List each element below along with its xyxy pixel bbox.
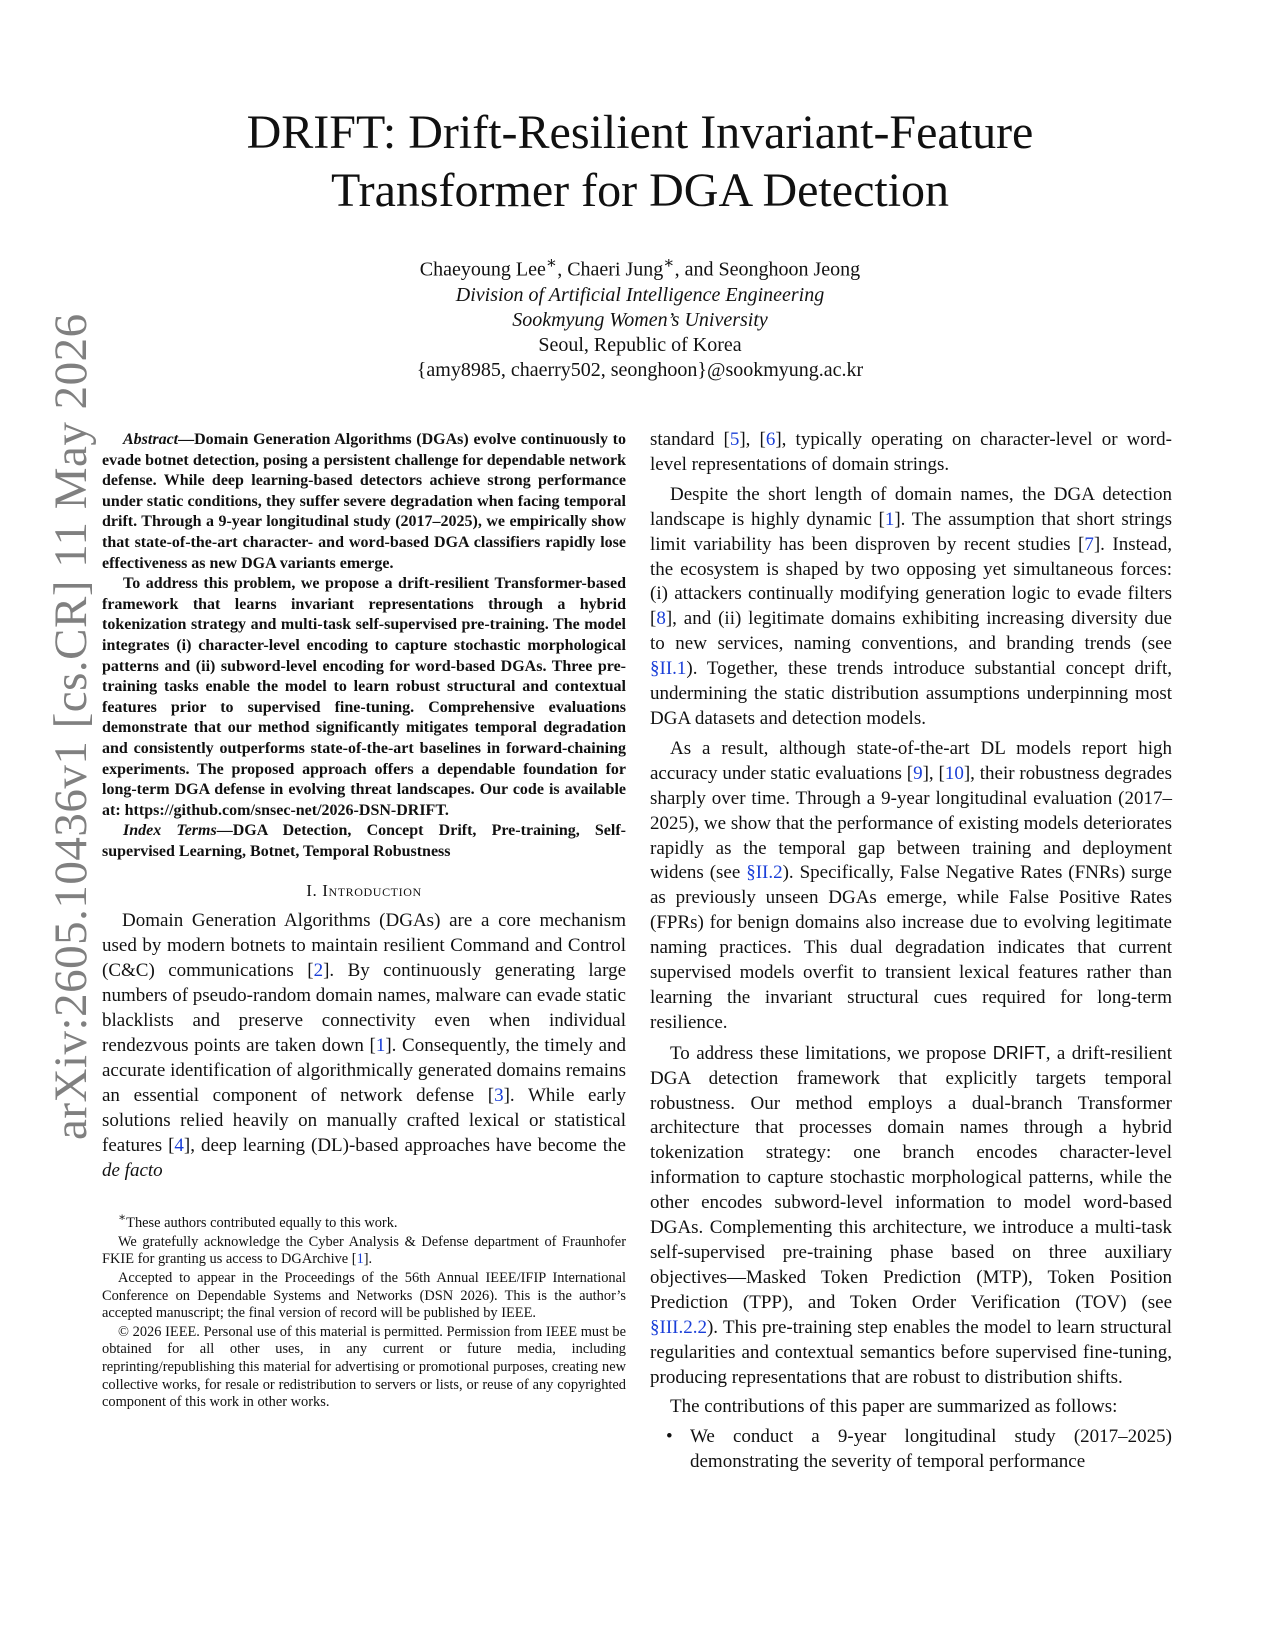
right-column (650, 428, 1172, 1475)
intro-paragraph-5: The contributions of this paper are summarized as follows: (670, 1396, 1118, 1418)
author-block (260, 250, 1020, 383)
section-heading-introduction: I. Introduction (306, 881, 422, 901)
section-link[interactable]: §III.2.2 (650, 1316, 707, 1338)
abstract-paragraph-1 (102, 430, 626, 574)
author-separator: , (557, 258, 568, 281)
footnotes (102, 1209, 626, 1411)
citation-link[interactable]: 7 (1084, 533, 1094, 555)
author-1: Chaeyoung Lee (419, 258, 546, 281)
abstract-paragraph-2: To address this problem, we propose a drift-resilient Transformer-based framework that learns invariant representations through a hybrid tokenization strategy and multi-task self-supervised pre-training. The model integrates (i) character-level encoding to capture stochastic morphological patterns and (ii) subword-level encoding for word-based DGAs. Three pre-training tasks enable the model to learn robust structural and contextual features prior to supervised fine-tuning. Comprehensive evaluations demonstrate that our method significantly mitigates temporal degradation and consistently outperforms state-of-the-art baselines in forward-chaining experiments. The proposed approach offers a dependable foundation for long-term DGA defense in evolving threat landscapes. Our code is available at: https://github.com/snsec-net/2026-DSN-DRIFT. (102, 575, 626, 819)
citation-link[interactable]: 9 (913, 762, 923, 784)
citation-link[interactable]: 1 (356, 1251, 364, 1268)
index-terms-text: —DGA Detection, Concept Drift, Pre-training, Self-supervised Learning, Botnet, Temporal Robustness (102, 822, 627, 860)
footnote-mark: ∗ (118, 1210, 127, 1225)
affiliation-university: Sookmyung Women’s University (512, 308, 768, 331)
index-terms (102, 821, 626, 862)
intro-right-text (650, 428, 1172, 1475)
affiliation-department: Division of Artificial Intelligence Engineering (455, 283, 825, 306)
contribution-item: • We conduct a 9-year longitudinal study (2017–2025) demonstrating the severity of temporal performance (650, 1425, 1172, 1475)
author-separator: , and (674, 258, 719, 281)
section-link[interactable]: §II.2 (746, 862, 783, 884)
author-3: Seonghoon Jeong (718, 258, 861, 281)
intro-paragraph-1-continued: standard [5], [6], typically operating on character-level or word-level representations of domain strings. (650, 429, 1173, 475)
author-names (260, 250, 1020, 283)
footnote-copyright: © 2026 IEEE. Personal use of this material is permitted. Permission from IEEE must be obtained for all other uses, in any current or future media, including reprinting/republishing this material for advertising or promotional purposes, creating new collective works, for resale or redistribution to servers or lists, or reuse of any copyrighted component of this work in other works. (102, 1323, 626, 1411)
title-line-2: Transformer for DGA Detection (330, 164, 950, 217)
index-terms-label: Index Terms (123, 822, 217, 840)
citation-link[interactable]: 10 (944, 762, 964, 784)
footnote-acknowledgement: We gratefully acknowledge the Cyber Analysis & Defense department of Fraunhofer FKIE for granting us access to DGArchive [1]. (102, 1233, 626, 1268)
de-facto-italic: de facto (102, 1159, 163, 1181)
intro-paragraph-4: To address these limitations, we propose DRIFT, a drift-resilient DGA detection framework that explicitly targets temporal robustness. Our method employs a dual-branch Transformer architecture that processes domain names through a hybrid tokenization strategy: one branch encodes character-level information to capture stochastic morphological patterns, while the other encodes subword-level information to model word-based DGAs. Complementing this architecture, we introduce a multi-task self-supervised pre-training phase based on three auxiliary objectives—Masked Token Prediction (MTP), Token Position Prediction (TPP), and Token Order Verification (TOV) (see §III.2.2). This pre-training step enables the model to learn structural regularities and contextual semantics before supervised fine-tuning, producing representations that are robust to distribution shifts. (650, 1042, 1172, 1388)
citation-link[interactable]: 5 (729, 429, 740, 450)
abstract (102, 430, 626, 821)
drift-name: DRIFT (992, 1042, 1046, 1063)
intro-paragraph-1: Domain Generation Algorithms (DGAs) are a core mechanism used by modern botnets to maintain resilient Command and Control (C&C) communications [2]. By continuously generating large numbers of pseudo-random domain names, malware can evade static blacklists and preserve connectivity even when individual rendezvous points are taken down [1]. Consequently, the timely and accurate identification of algorithmically generated domains remains an essential component of network defense [3]. While early solutions relied heavily on manually crafted lexical or statistical features [4], deep learning (DL)-based approaches have become the de facto (102, 910, 627, 1181)
author-emails: {amy8985, chaerry502, seonghoon}@sookmyung.ac.kr (416, 358, 864, 381)
arxiv-stamp: arXiv:2605.10436v1 [cs.CR] 11 May 2026 (45, 313, 97, 1140)
citation-link[interactable]: 8 (656, 608, 666, 630)
affiliation-location: Seoul, Republic of Korea (538, 333, 742, 356)
equal-contribution-mark: ∗ (663, 253, 675, 272)
abstract-text-1: —Domain Generation Algorithms (DGAs) evolve continuously to evade botnet detection, posing a persistent challenge for dependable network defense. While deep learning-based detectors achieve strong performance under static conditions, they suffer severe degradation when facing temporal drift. Through a 9-year longitudinal study (2017–2025), we empirically show that state-of-the-art character- and word-based DGA classifiers rapidly lose effectiveness as new DGA variants emerge. (102, 431, 626, 572)
title-line-1: DRIFT: Drift-Resilient Invariant-Feature (246, 106, 1034, 159)
intro-paragraph-3: As a result, although state-of-the-art DL models report high accuracy under static evaluations [9], [10], their robustness degrades sharply over time. Through a 9-year longitudinal evaluation (2017–2025), we show that the performance of existing models deteriorates rapidly as the temporal gap between training and deployment widens (see §II.2). Specifically, False Negative Rates (FNRs) surge as previously unseen DGAs emerge, while False Positive Rates (FPRs) for benign domains also increase due to evolving legitimate naming practices. This dual degradation indicates that current supervised models overfit to transient lexical features rather than learning the invariant structural cues required for long-term resilience. (650, 737, 1172, 1033)
section-link[interactable]: §II.1 (650, 658, 687, 680)
intro-left-text (102, 909, 626, 1183)
left-column (102, 430, 626, 1413)
footnote-acceptance: Accepted to appear in the Proceedings of the 56th Annual IEEE/IFIP International Conference on Dependable Systems and Networks (DSN 2026). This is the author’s accepted manuscript; the final version of record will be published by IEEE. (102, 1270, 626, 1322)
equal-contribution-mark: ∗ (545, 253, 558, 272)
citation-link[interactable]: 4 (174, 1134, 184, 1156)
citation-link[interactable]: 1 (375, 1035, 386, 1056)
paper-title (160, 104, 1120, 220)
intro-paragraph-2: Despite the short length of domain names, the DGA detection landscape is highly dynamic [1]. The assumption that short strings limit variability has been disproven by recent studies [7]. Instead, the ecosystem is shaped by two opposing yet simultaneous forces: (i) attackers continually modifying generation logic to evade filters [8], and (ii) legitimate domains exhibiting increasing diversity due to new services, naming conventions, and branding trends (see §II.1). Together, these trends introduce substantial concept drift, undermining the static distribution assumptions underpinning most DGA datasets and detection models. (650, 483, 1172, 729)
citation-link[interactable]: 3 (494, 1084, 504, 1106)
citation-link[interactable]: 1 (884, 508, 895, 530)
contribution-list (650, 1425, 1172, 1475)
citation-link[interactable]: 6 (765, 429, 776, 450)
citation-link[interactable]: 2 (313, 960, 324, 982)
author-2: Chaeri Jung (567, 258, 664, 281)
abstract-label: Abstract (123, 431, 179, 448)
footnote-equal-contribution: ∗These authors contributed equally to this work. (118, 1210, 398, 1232)
